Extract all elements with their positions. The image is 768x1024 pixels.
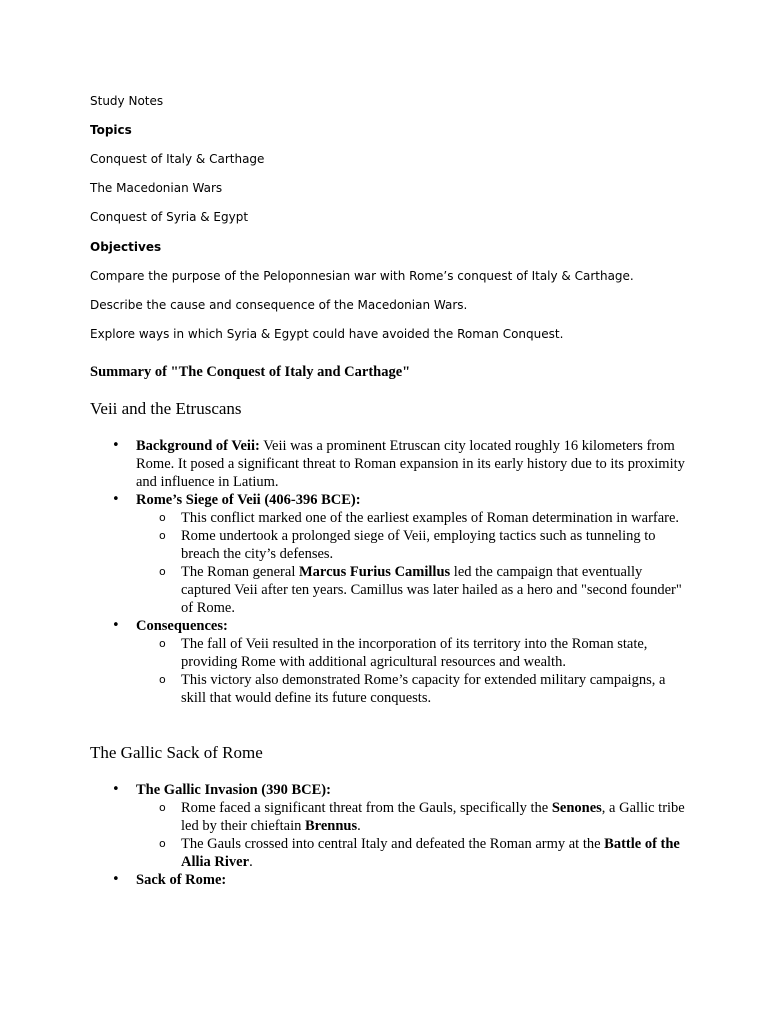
gallic-list [90, 781, 690, 889]
invasion-sublist [136, 799, 690, 871]
sublist-item: o This victory also demonstrated Rome’s capacity for extended military campaigns, a skill that would define its future conquests. [136, 671, 690, 707]
allia-text-pre: The Gauls crossed into central Italy and defeated the Roman army at the [181, 836, 605, 852]
veii-list [90, 437, 690, 707]
senones-text-mid: , a Gallic tribe led by their chieftain [181, 800, 685, 834]
siege-label: Rome’s Siege of Veii (406-396 BCE): [136, 492, 361, 508]
topics-heading: Topics [90, 123, 132, 137]
topic-item: The Macedonian Wars [90, 181, 223, 195]
sack-label: Sack of Rome: [136, 872, 227, 888]
consequences-label: Consequences: [136, 618, 228, 634]
sublist-item-senones [136, 799, 690, 835]
list-item-background [90, 437, 690, 491]
sublist-item: o This conflict marked one of the earliest examples of Roman determination in warfare. [136, 509, 690, 527]
sublist-item: o Rome undertook a prolonged siege of Veii, employing tactics such as tunneling to breach the city’s defenses. [136, 527, 690, 563]
objective-item: Compare the purpose of the Peloponnesian war with Rome’s conquest of Italy & Carthage. [90, 269, 634, 283]
section-heading-veii: Veii and the Etruscans [90, 399, 242, 418]
invasion-label: The Gallic Invasion (390 BCE): [136, 782, 331, 798]
study-notes-title: Study Notes [90, 94, 164, 108]
senones-text-pre: Rome faced a significant threat from the Gauls, specifically the [181, 800, 552, 816]
background-label: Background of Veii: [136, 438, 260, 454]
list-item-consequences [90, 617, 690, 707]
senones-text-end: . [357, 818, 361, 834]
allia-battle-name: Battle of the Allia River [181, 836, 680, 870]
consequences-sublist [136, 635, 690, 707]
topic-item: Conquest of Italy & Carthage [90, 152, 265, 166]
summary-heading: Summary of "The Conquest of Italy and Carthage" [90, 364, 411, 380]
objectives-heading: Objectives [90, 240, 162, 254]
camillus-text-post: led the campaign that eventually captured Veii after ten years. Camillus was later hailed as a hero and "second founder" of Rome. [181, 564, 682, 616]
camillus-text-pre: The Roman general [181, 564, 299, 580]
objective-item: Describe the cause and consequence of the Macedonian Wars. [90, 298, 468, 312]
list-item-invasion [90, 781, 690, 871]
topic-item: Conquest of Syria & Egypt [90, 210, 249, 224]
sublist-item: o The fall of Veii resulted in the incorporation of its territory into the Roman state, providing Rome with additional agricultural resources and wealth. [136, 635, 690, 671]
sublist-item-allia [136, 835, 690, 871]
objective-item: Explore ways in which Syria & Egypt could have avoided the Roman Conquest. [90, 327, 564, 341]
sublist-item-camillus [136, 563, 690, 617]
brennus-name: Brennus [305, 818, 358, 834]
allia-text-end: . [249, 854, 253, 870]
camillus-name: Marcus Furius Camillus [298, 564, 451, 580]
senones-name: Senones [551, 800, 602, 816]
list-item-sack [90, 871, 690, 889]
section-heading-gallic: The Gallic Sack of Rome [90, 743, 263, 762]
siege-sublist [136, 509, 690, 617]
background-text: Veii was a prominent Etruscan city located roughly 16 kilometers from Rome. It posed a significant threat to Roman expansion in its early history due to its proximity and influence in Latium. [136, 438, 685, 490]
list-item-siege [90, 491, 690, 617]
